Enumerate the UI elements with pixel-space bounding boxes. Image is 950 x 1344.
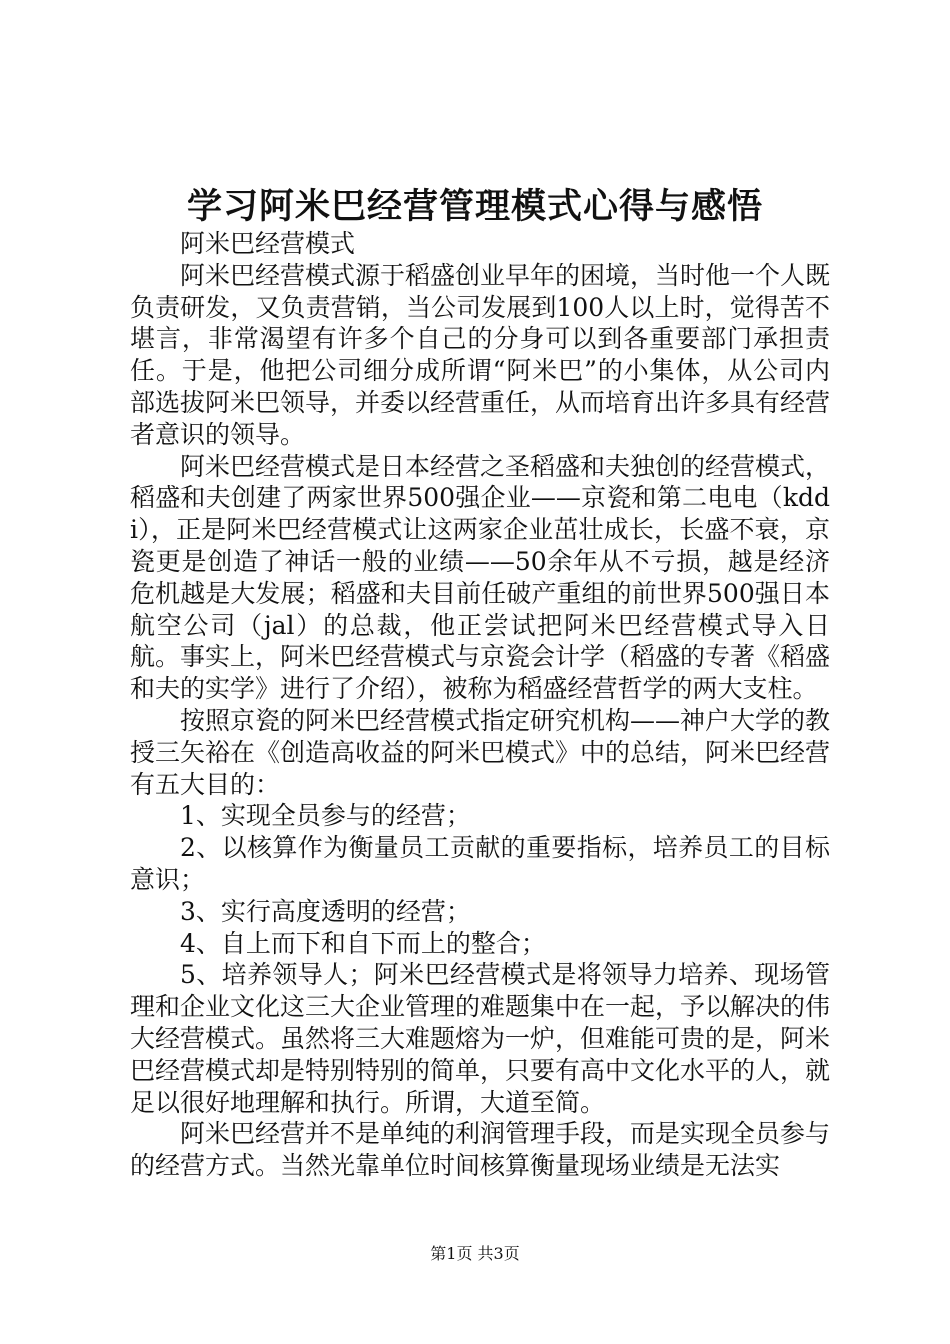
paragraph-participation: 阿米巴经营并不是单纯的利润管理手段，而是实现全员参与的经营方式。当然光靠单位时间核算衡量现场业绩是无法实 <box>130 1119 831 1181</box>
list-item-purpose-1: 1、实现全员参与的经营； <box>180 801 471 831</box>
paragraph-kyocera: 阿米巴经营模式是日本经营之圣稻盛和夫独创的经营模式，稻盛和夫创建了两家世界500强企业——京瓷和第二电电（kddi），正是阿米巴经营模式让这两家企业茁壮成长，长盛不衰，京瓷更是创造了神话一般的业绩——50余年从不亏损，越是经济危机越是大发展；稻盛和夫目前任破产重组的前世界500强日本航空公司（jal）的总裁，他正尝试把阿米巴经营模式导入日航。事实上，阿米巴经营模式与京瓷会计学（稻盛的专著《稻盛和夫的实学》进行了介绍），被称为稻盛经营哲学的两大支柱。 <box>130 451 831 704</box>
paragraph-origin: 阿米巴经营模式源于稻盛创业早年的困境，当时他一个人既负责研发，又负责营销，当公司发展到100人以上时，觉得苦不堪言，非常渴望有许多个自己的分身可以到各重要部门承担责任。于是，他把公司细分成所谓“阿米巴”的小集体，从公司内部选拔阿米巴领导，并委以经营重任，从而培育出许多具有经营者意识的领导。 <box>130 260 831 449</box>
page-indicator: 第1页 共3页 <box>430 1244 520 1263</box>
list-item-purpose-3: 3、实行高度透明的经营； <box>180 896 471 926</box>
paragraph-five-purposes-intro: 按照京瓷的阿米巴经营模式指定研究机构——神户大学的教授三矢裕在《创造高收益的阿米巴模式》中的总结，阿米巴经营有五大目的： <box>130 705 831 799</box>
document-body <box>130 228 830 1182</box>
list-item-purpose-5: 5、培养领导人；阿米巴经营模式是将领导力培养、现场管理和企业文化这三大企业管理的难题集中在一起，予以解决的伟大经营模式。虽然将三大难题熔为一炉，但难能可贵的是，阿米巴经营模式却是特别特别的简单，只要有高中文化水平的人，就足以很好地理解和执行。所谓，大道至简。 <box>130 960 831 1117</box>
list-item-purpose-4: 4、自上而下和自下而上的整合； <box>180 928 546 958</box>
list-item-purpose-2: 2、以核算作为衡量员工贡献的重要指标，培养员工的目标意识； <box>130 833 830 894</box>
paragraph-section-heading: 阿米巴经营模式 <box>180 229 356 258</box>
document-title: 学习阿米巴经营管理模式心得与感悟 <box>186 186 763 227</box>
